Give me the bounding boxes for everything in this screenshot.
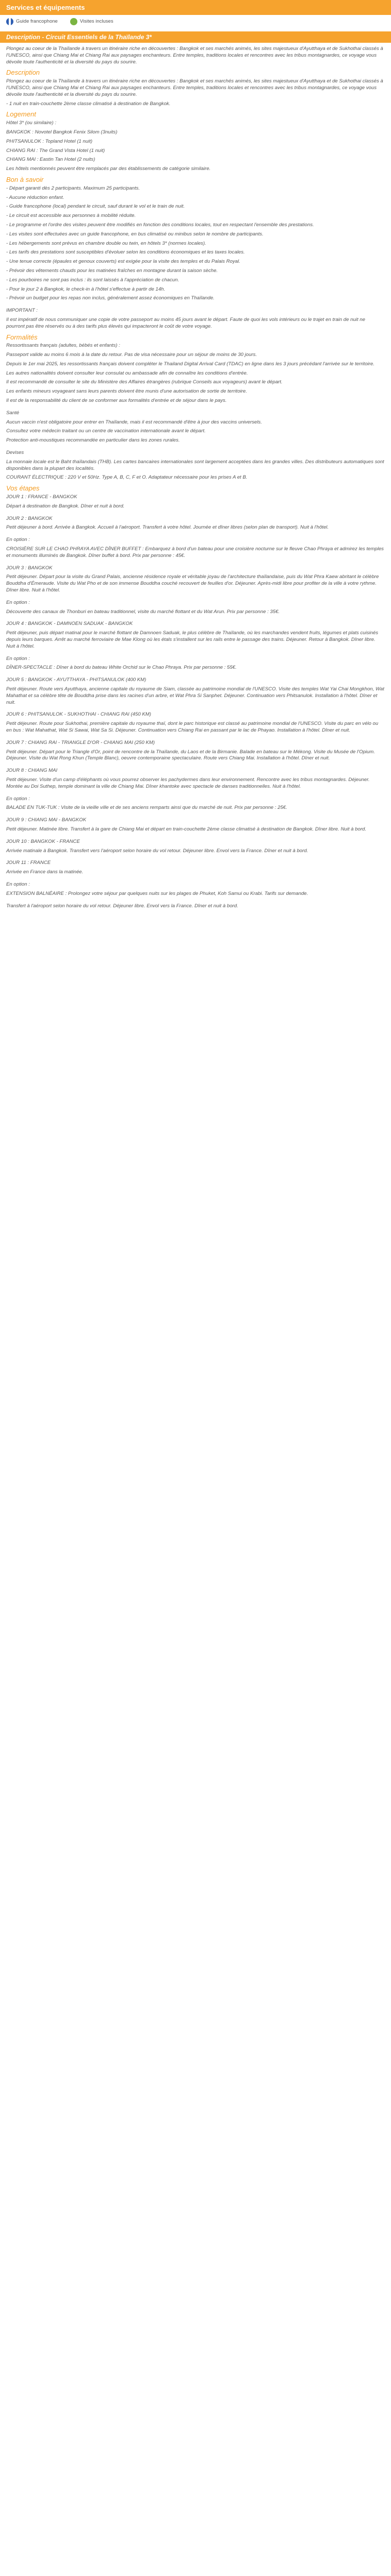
formalites-list — [6, 343, 385, 404]
text-line: - Prévoir un budget pour les repas non inclus, généralement assez économiques en Thaïlande. — [6, 295, 215, 301]
day-heading: JOUR 9 : CHIANG MAI - BANGKOK — [6, 817, 87, 823]
bonasavoir-title: Bon à savoir — [6, 175, 44, 183]
text-line: CHIANG RAI : The Grand Vista Hotel (1 nuit) — [6, 147, 105, 154]
description-title: Description — [6, 69, 40, 77]
day-text: Petit déjeuner à bord. Arrivée à Bangkok. Accueil à l'aéroport. Transfert à votre hôtel. Journée et dîner libres (selon plan de transport). Nuit à l'hôtel. — [6, 524, 329, 531]
text-line: Protection anti-moustiques recommandée en particulier dans les zones rurales. — [6, 437, 180, 444]
day-heading: JOUR 4 : BANGKOK - DAMNOEN SADUAK - BANGKOK — [6, 621, 133, 627]
text-line: - Le circuit est accessible aux personnes à mobilité réduite. — [6, 213, 136, 219]
visits-badge — [70, 18, 113, 25]
day-heading: JOUR 6 : PHITSANULOK - SUKHOTHAI - CHIANG RAI (450 KM) — [6, 711, 151, 718]
day-heading: En option : — [6, 795, 30, 802]
text-line: Il est recommandé de consulter le site du Ministère des Affaires étrangères (rubrique Conseils aux voyageurs) avant le départ. — [6, 379, 283, 385]
day-heading: En option : — [6, 599, 30, 605]
day-heading: En option : — [6, 655, 30, 662]
devises-list — [6, 459, 385, 481]
guide-badge — [6, 18, 58, 25]
etapes-title: Vos étapes — [6, 484, 40, 493]
day-heading: JOUR 1 : FRANCE - BANGKOK — [6, 494, 77, 500]
description-band: Description - Circuit Essentiels de la Thaïlande 3* — [0, 31, 391, 43]
day-heading: JOUR 2 : BANGKOK — [6, 515, 53, 521]
text-line: - Le programme et l'ordre des visites peuvent être modifiés en fonction des conditions locales, tout en respectant l'ensemble des prestations. — [6, 222, 314, 228]
text-line: Il est impératif de nous communiquer une copie de votre passeport au moins 45 jours avant le départ. Faute de quoi les vols intérieurs ou le trajet en train de nuit ne pourront pas être réservés ou à des tarifs plus élevés qui impacteront le coût de votre voyage. — [6, 316, 365, 329]
text-line: La monnaie locale est le Baht thaïlandais (THB). Les cartes bancaires internationales sont largement acceptées dans les grandes villes. Des distributeurs automatiques sont disponibles dans la plupart des localités. — [6, 459, 384, 471]
day-heading: JOUR 5 : BANGKOK - AYUTTHAYA - PHITSANULOK (400 KM) — [6, 677, 146, 683]
day-text: Petit déjeuner. Départ pour le Triangle d'Or, point de rencontre de la Thaïlande, du Laos et de la Birmanie. Balade en bateau sur le Mékong. Visite du Musée de l'Opium. Déjeuner. Visite du Wat Rong Khun (Temple Blanc), oeuvre contemporaine spectaculaire. Route vers Chiang Mai. Installation à l'hôtel. Dîner et nuit. — [6, 749, 375, 761]
sante-list — [6, 419, 385, 444]
day-text: CROISIÈRE SUR LE CHAO PHRAYA AVEC DÎNER BUFFET : Embarquez à bord d'un bateau pour une croisière nocturne sur le fleuve Chao Phraya et admirez les temples et monuments illuminés de Bangkok. Dîner buffet à bord. Prix par personne : 45€. — [6, 546, 384, 558]
important-title: IMPORTANT : — [6, 308, 38, 314]
day-text: Découverte des canaux de Thonburi en bateau traditionnel, visite du marché flottant et du Wat Arun. Prix par personne : 35€. — [6, 608, 280, 615]
day-text: Petit déjeuner. Visite d'un camp d'éléphants où vous pourrez observer les pachydermes dans leur environnement. Rencontre avec les tribus montagnardes. Déjeuner. Montée au Doi Suthep, temple dominant la ville de Chiang Mai. Dîner khantoke avec spectacle de danses traditionnelles. Nuit à l'hôtel. — [6, 776, 370, 789]
logement-title: Logement — [6, 110, 36, 118]
guide-badge-label: Guide francophone — [16, 18, 58, 24]
text-line: Depuis le 1er mai 2025, les ressortissants français doivent compléter le Thailand Digital Arrival Card (TDAC) en ligne dans les 3 jours précédant l'arrivée sur le territoire. — [6, 361, 374, 367]
text-line: Passeport valide au moins 6 mois à la date du retour. Pas de visa nécessaire pour un séjour de moins de 30 jours. — [6, 352, 257, 358]
description-extra: - 1 nuit en train-couchette 2ème classe climatisé à destination de Bangkok. — [6, 100, 171, 107]
text-line: - Prévoir des vêtements chauds pour les matinées fraîches en montagne durant la saison sèche. — [6, 267, 218, 274]
day-text: BALADE EN TUK-TUK : Visite de la vieille ville et de ses anciens remparts ainsi que du marché de nuit. Prix par personne : 25€. — [6, 805, 287, 811]
text-line: Les hôtels mentionnés peuvent être remplacés par des établissements de catégorie similaire. — [6, 166, 211, 172]
day-text: Départ à destination de Bangkok. Dîner et nuit à bord. — [6, 503, 125, 509]
text-line: - Les pourboires ne sont pas inclus : ils sont laissés à l'appréciation de chacun. — [6, 277, 180, 283]
sante-title: Santé — [6, 410, 20, 416]
day-text: Petit déjeuner. Route pour Sukhothai, première capitale du royaume thaï, dont le parc historique est classé au patrimoine mondial de l'UNESCO. Visite du parc en vélo ou en bus : Wat Mahathat, Wat Si Sawai, Wat Sa Si. Déjeuner. Continuation vers Chiang Rai en passant par le lac de Phayao. Installation à l'hôtel. Dîner et nuit. — [6, 721, 379, 733]
day-heading: JOUR 7 : CHIANG RAI - TRIANGLE D'OR - CHIANG MAI (250 KM) — [6, 739, 155, 745]
day-text: Petit déjeuner. Route vers Ayutthaya, ancienne capitale du royaume de Siam, classée au patrimoine mondial de l'UNESCO. Visite des temples Wat Yai Chai Mongkhon, Wat Mahathat et sa célèbre tête de Bouddha prise dans les racines d'un arbre, et Wat Phra Si Sanphet. Déjeuner. Continuation vers Phitsanulok. Installation à l'hôtel. Dîner et nuit. — [6, 686, 384, 705]
text-line: Hôtel 3* (ou similaire) : — [6, 120, 57, 126]
formalites-title: Formalités — [6, 333, 38, 341]
services-header: Services et équipements — [0, 0, 391, 15]
description-text: Plongez au coeur de la Thaïlande à travers un itinéraire riche en découvertes : Bangkok et ses marchés animés, les sites majestueux d'Ayutthaya et de Sukhothai classés à l'UNESCO, ainsi que Chiang Mai et Chiang Rai aux paysages enchanteurs. Entre temples, traditions locales et rencontres avec les tribus montagnardes, ce voyage vous dévoile toute l'authenticité et la diversité du pays du sourire. — [6, 78, 383, 97]
text-line: CHIANG MAI : Eastin Tan Hotel (2 nuits) — [6, 157, 95, 163]
text-line: Transfert à l'aéroport selon horaire du vol retour. Déjeuner libre. Envol vers la France. Dîner et nuit à bord. — [6, 903, 238, 909]
visits-badge-label: Visites incluses — [79, 18, 113, 24]
text-line: - Pour le jour 2 à Bangkok, le check-in à l'hôtel s'effectue à partir de 14h. — [6, 286, 166, 292]
text-line: Les enfants mineurs voyageant sans leurs parents doivent être munis d'une autorisation de sortie de territoire. — [6, 388, 247, 395]
text-line: - Guide francophone (local) pendant le circuit, sauf durant le vol et le train de nuit. — [6, 204, 185, 210]
eye-icon — [70, 18, 77, 25]
text-line: - Les visites sont effectuées avec un guide francophone, en bus climatisé ou minibus selon le nombre de participants. — [6, 231, 264, 237]
day-text: Arrivée en France dans la matinée. — [6, 869, 84, 875]
day-heading: JOUR 8 : CHIANG MAI — [6, 768, 58, 774]
day-text: DÎNER-SPECTACLE : Dîner à bord du bateau White Orchid sur le Chao Phraya. Prix par personne : 55€. — [6, 665, 237, 671]
text-line: COURANT ÉLECTRIQUE : 220 V et 50Hz. Type A, B, C, F et O. Adaptateur nécessaire pour les prises A et B. — [6, 474, 248, 481]
text-line: Les autres nationalités doivent consulter leur consulat ou ambassade afin de connaître les conditions d'entrée. — [6, 370, 248, 376]
days-list — [6, 494, 385, 903]
day-text: Petit déjeuner, puis départ matinal pour le marché flottant de Damnoen Saduak, le plus célèbre de Thaïlande, où les marchandes vendent fruits, légumes et plats cuisinés depuis leurs barques. Arrêt au marché ferroviaire de Mae Klong où les étals s'installent sur les rails entre le passage des trains. Déjeuner. Retour à Bangkok. Dîner libre. Nuit à l'hôtel. — [6, 630, 379, 649]
text-line: - Les hébergements sont prévus en chambre double ou twin, en hôtels 3* (normes locales). — [6, 240, 206, 246]
text-line: - Départ garanti dès 2 participants. Maximum 25 participants. — [6, 185, 140, 191]
badges-row — [0, 15, 391, 28]
french-flag-icon — [6, 18, 13, 25]
text-line: Ressortissants français (adultes, bébés et enfants) : — [6, 343, 120, 349]
text-line: - Les tarifs des prestations sont susceptibles d'évoluer selon les conditions économiques et les taxes locales. — [6, 249, 245, 256]
intro-paragraph: Plongez au coeur de la Thaïlande à travers un itinéraire riche en découvertes : Bangkok et ses marchés animés, les sites majestueux d'Ayutthaya et de Sukhothai classés à l'UNESCO, ainsi que Chiang Mai et Chiang Rai aux paysages enchanteurs. Entre temples, traditions locales et rencontres avec les tribus montagnardes, ce voyage vous dévoile toute l'authenticité et la diversité du pays du sourire. — [6, 46, 383, 65]
day-text: EXTENSION BALNÉAIRE : Prolongez votre séjour par quelques nuits sur les plages de Phuket, Koh Samui ou Krabi. Tarifs sur demande. — [6, 890, 308, 896]
day-heading: JOUR 10 : BANGKOK - FRANCE — [6, 838, 80, 844]
day-text: Arrivée matinale à Bangkok. Transfert vers l'aéroport selon horaire du vol retour. Déjeuner libre. Envol vers la France. Dîner et nuit à bord. — [6, 848, 308, 854]
footer-list — [6, 903, 385, 910]
text-line: Il est de la responsabilité du client de se conformer aux formalités d'entrée et de séjour dans le pays. — [6, 398, 227, 404]
text-line: Aucun vaccin n'est obligatoire pour entrer en Thaïlande, mais il est recommandé d'être à jour des vaccins universels. — [6, 419, 262, 425]
day-text: Petit déjeuner. Matinée libre. Transfert à la gare de Chiang Mai et départ en train-couchette 2ème classe climatisé à destination de Bangkok. Dîner libre. Nuit à bord. — [6, 826, 367, 832]
devises-title: Devises — [6, 450, 24, 456]
important-list — [6, 317, 385, 330]
bonasavoir-list — [6, 185, 385, 302]
day-heading: En option : — [6, 881, 30, 887]
day-text: Petit déjeuner. Départ pour la visite du Grand Palais, ancienne résidence royale et véritable joyau de l'architecture thaïlandaise, puis du Wat Phra Kaew abritant le célèbre Bouddha d'Émeraude. Visite du Wat Pho et de son immense Bouddha couché recouvert de feuilles d'or. Déjeuner. Après-midi libre pour profiter de la ville à votre rythme. Dîner libre. Nuit à l'hôtel. — [6, 574, 379, 594]
day-heading: En option : — [6, 537, 30, 543]
day-heading: JOUR 11 : FRANCE — [6, 860, 51, 866]
logement-list — [6, 120, 385, 173]
text-line: PHITSANULOK : Topland Hotel (1 nuit) — [6, 138, 93, 144]
text-line: Consultez votre médecin traitant ou un centre de vaccination internationale avant le départ. — [6, 428, 206, 434]
text-line: BANGKOK : Novotel Bangkok Fenix Silom (3nuits) — [6, 129, 118, 135]
main-content — [0, 43, 391, 909]
text-line: - Aucune réduction enfant. — [6, 194, 64, 200]
day-heading: JOUR 3 : BANGKOK — [6, 565, 53, 571]
text-line: - Une tenue correcte (épaules et genoux couverts) est exigée pour la visite des temples et du Palais Royal. — [6, 259, 240, 265]
